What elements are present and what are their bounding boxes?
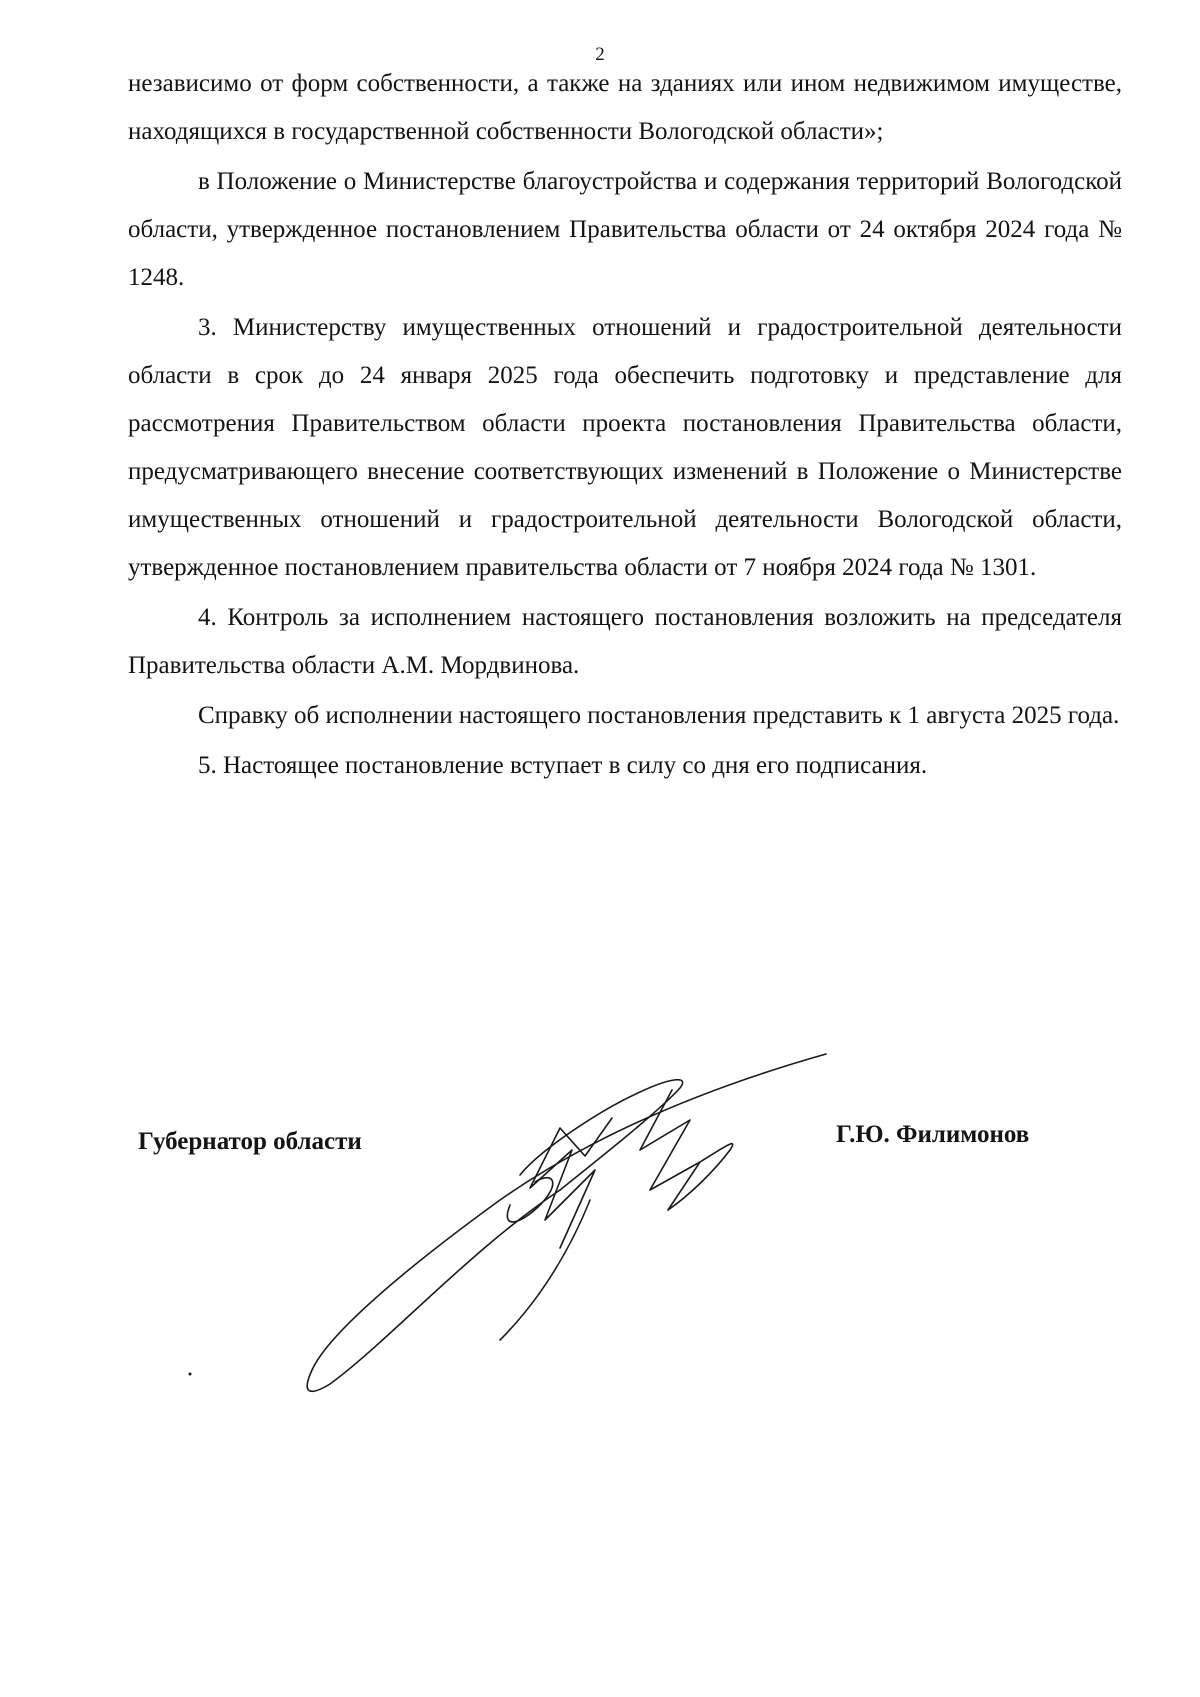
page-number: 2	[595, 44, 605, 65]
paragraph-item-5: 5. Настоящее постановление вступает в силу со дня его подписания.	[198, 752, 928, 779]
signatory-position: Губернатор области	[138, 1128, 362, 1155]
signatory-name: Г.Ю. Филимонов	[836, 1121, 1030, 1148]
paragraph-report-deadline: Справку об исполнении настоящего постановления представить к 1 августа 2025 года.	[198, 702, 1120, 729]
paragraph-continuation: независимо от форм собственности, а также на зданиях или ином недвижимом имуществе, находящихся в государственной собственности Вологодской области»;	[128, 70, 1122, 145]
paragraph-item-4: 4. Контроль за исполнением настоящего постановления возложить на председателя Правительства области А.М. Мордвинова.	[128, 604, 1122, 679]
paragraph-regulation-amendment: в Положение о Министерстве благоустройства и содержания территорий Вологодской области, утвержденное постановлением Правительства области от 24 октября 2024 года № 1248.	[128, 168, 1122, 291]
paragraph-item-3: 3. Министерству имущественных отношений и градостроительной деятельности области в срок до 24 января 2025 года обеспечить подготовку и представление для рассмотрения Правительством области проекта постановления Правительства области, предусматривающего внесение соответствующих изменений в Положение о Министерстве имущественных отношений и градостроительной деятельности Вологодской области, утвержденное постановлением правительства области от 7 ноября 2024 года № 1301.	[128, 314, 1122, 581]
